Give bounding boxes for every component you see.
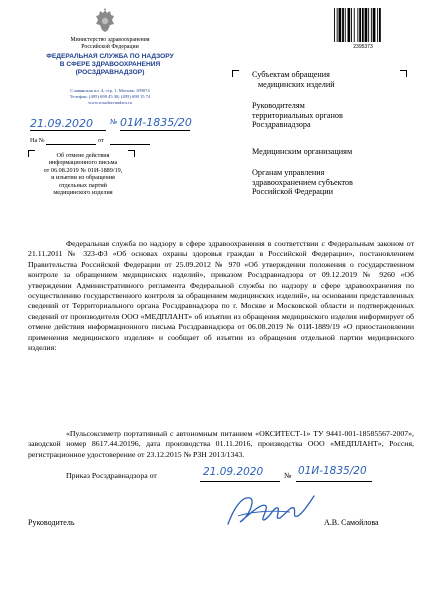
order-number-sign: № <box>284 471 292 480</box>
agency-line: (РОСЗДРАВНАДЗОР) <box>75 69 145 76</box>
recipient-line: Субъектам обращения <box>252 70 330 79</box>
subject-line: Об отмене действия <box>56 152 110 159</box>
subject-line: и изъятии из обращения <box>51 174 115 182</box>
subject-line: информационного письма <box>48 159 118 167</box>
recipients-bracket-left <box>232 70 239 77</box>
recipient-block <box>252 168 353 197</box>
ministry-line: Российской Федерации <box>81 44 139 50</box>
barcode-number: 2395373 <box>353 44 373 50</box>
address-line: Славянская пл. 4, стр. 1, Москва, 109074 <box>70 88 150 93</box>
agency-address <box>30 88 190 106</box>
body-paragraph-1: Федеральная служба по надзору в сфере здравоохранения в соответствии с Федеральным законом от 21.11.2011 № 323-ФЗ «Об основах охраны здоровья граждан в Российской Федерации», постановлением Правительства Российской Федерации от 25.09.2012 № 970 «Об утверждении положения о государственном контроле за обращением медицинских изделий», приказом Росздравнадзора от 09.12.2019 № 9260 «Об утверждении Административного регламента Федеральной службы по надзору в сфере здравоохранения по осуществлению государственного контроля за обращением медицинских изделий», на основании представленных сведений от Территориального органа Росздравнадзора по г. Москве и Московской области и подтвержденных сведений от производителя ООО «МЕДПЛАНТ» об изъятии из обращения медицинского изделия информирует об отмене действия информационного письма Росздравнадзора от 06.08.2019 № 01И-1889/19 «О приостановлении применения медицинского изделия» и сообщает об изъятии из обращения отдельной партии медицинского изделия: <box>28 239 414 353</box>
address-line: Телефон: (495) 698 45 38; (495) 698 15 74 <box>69 94 151 99</box>
recipient-block <box>252 70 335 89</box>
ref-no-line <box>46 144 96 145</box>
recipient-line: Медицинским организациям <box>252 147 353 156</box>
subject-bracket-left <box>28 150 35 157</box>
order-date-underline <box>200 481 280 482</box>
recipient-line: Органам управления <box>252 168 325 177</box>
recipient-block <box>252 101 343 130</box>
subject-line: медицинского изделия <box>53 189 113 197</box>
order-handwritten-number: 01И-1835/20 <box>298 465 367 477</box>
letter-subject <box>36 152 130 196</box>
order-handwritten-date: 21.09.2020 <box>203 466 264 478</box>
subject-line: от 06.08.2019 № 01И-1889/19, <box>43 166 123 174</box>
body-paragraph-2: «Пульсоксиметр портативный с автономным питанием «ОКСИТЕСТ-1» ТУ 9441-001-18585567-2007», заводской номер 8617.44.20196, дата производства 01.11.2016, производства ООО «МЕДПЛАНТ», Россия, регистрационное удостоверение от 23.12.2015 № РЗН 2013/1343. <box>28 429 414 459</box>
order-number-underline <box>296 481 372 482</box>
recipient-line: здравоохранением субъектов <box>252 177 353 187</box>
order-prefix: Приказ Росздравнадзора от <box>66 471 157 480</box>
recipient-block <box>252 147 352 157</box>
recipients-bracket-right <box>400 70 407 77</box>
recipient-line: медицинских изделий <box>258 79 335 89</box>
agency-line: В СФЕРЕ ЗДРАВООХРАНЕНИЯ <box>59 61 161 68</box>
recipient-line: Руководителям <box>252 101 305 110</box>
ref-from-line <box>110 144 150 145</box>
address-line: www.roszdravnadzor.ru <box>88 100 132 105</box>
recipient-line: Росздравнадзора <box>252 120 311 130</box>
ministry-line: Министерство здравоохранения <box>70 37 150 43</box>
recipient-line: территориальных органов <box>252 110 343 120</box>
subject-line: отдельных партий <box>59 181 107 189</box>
handwritten-signature <box>220 488 320 534</box>
handwritten-number: 01И-1835/20 <box>120 116 192 129</box>
agency-line: ФЕДЕРАЛЬНАЯ СЛУЖБА ПО НАДЗОРУ <box>46 53 174 60</box>
handwritten-date: 21.09.2020 <box>30 117 93 130</box>
number-sign: № <box>110 118 118 126</box>
state-emblem-icon <box>94 8 116 34</box>
recipient-line: Российской Федерации <box>252 187 334 197</box>
number-underline <box>120 130 190 131</box>
signatory-position: Руководитель <box>28 518 75 527</box>
ministry-name <box>30 37 190 51</box>
date-underline <box>30 130 106 131</box>
agency-name <box>30 53 190 77</box>
signatory-name: А.В. Самойлова <box>324 518 379 527</box>
ref-from-label: от <box>98 137 104 144</box>
ref-no-label: На № <box>30 137 45 144</box>
barcode-image <box>333 8 393 44</box>
